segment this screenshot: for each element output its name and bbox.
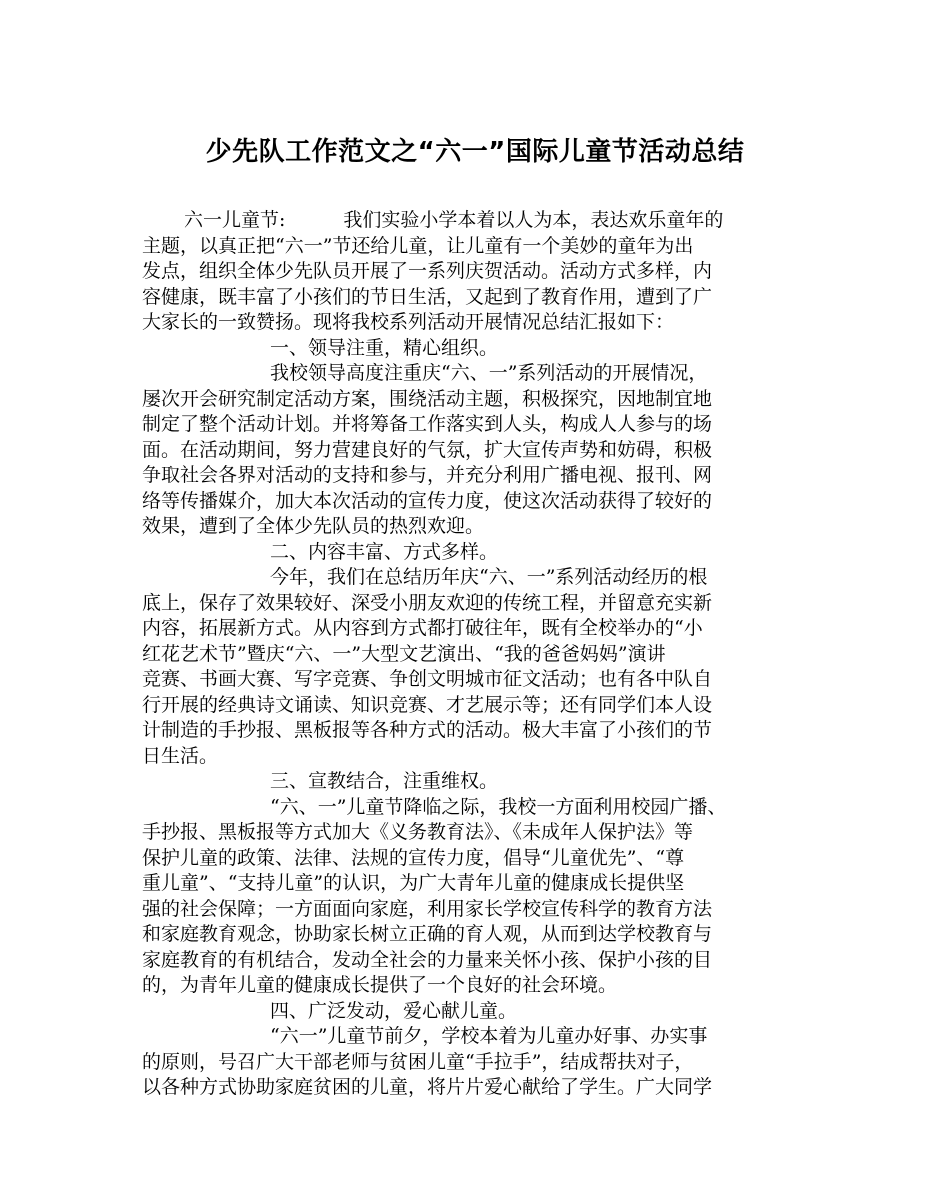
paragraph-line: 底上，保存了效果较好、深受小朋友欢迎的传统工程，并留意充实新 <box>142 591 713 614</box>
paragraph-line: 大家长的一致赞扬。现将我校系列活动开展情况总结汇报如下： <box>142 311 675 333</box>
paragraph-line: 面。在活动期间，努力营建良好的气氛，扩大宣传声势和妨碍，积极 <box>142 438 713 461</box>
paragraph-line: 保护儿童的政策、法律、法规的宣传力度，倡导“儿童优先”、“尊 <box>142 846 685 869</box>
paragraph-line: 手抄报、黑板报等方式加大《义务教育法》、《未成年人保护法》等 <box>142 821 694 843</box>
lead-label: 六一儿童节: <box>184 209 286 231</box>
paragraph-line: 争取社会各界对活动的支持和参与，并充分利用广播电视、报刊、网 <box>142 464 713 486</box>
paragraph-line: 的原则，号召广大干部老师与贫困儿童“手拉手”，结成帮扶对子， <box>142 1050 694 1073</box>
section-heading: 一、领导注重，精心组织。 <box>270 336 499 359</box>
section-heading: 四、广泛发动，爱心献儿童。 <box>270 999 518 1022</box>
paragraph-line: 络等传播媒介，加大本次活动的宣传力度，使这次活动获得了较好的 <box>142 489 713 512</box>
paragraph-line: 家庭教育的有机结合，发动全社会的力量来关怀小孩、保护小孩的目 <box>142 948 713 971</box>
paragraph-line: 竞赛、书画大赛、写字竞赛、争创文明城市征文活动；也有各中队自 <box>142 668 713 690</box>
paragraph-line: 日生活。 <box>142 744 219 767</box>
paragraph-line: 红花艺术节”暨庆“六、一”大型文艺演出、“我的爸爸妈妈”演讲 <box>142 642 666 665</box>
paragraph-line: 效果，遭到了全体少先队员的热烈欢迎。 <box>142 515 485 537</box>
paragraph-line: 屡次开会研究制定活动方案，围绕活动主题，积极探究，因地制宜地 <box>142 387 713 410</box>
paragraph-line: 我校领导高度注重庆“六、一”系列活动的开展情况， <box>270 362 708 384</box>
paragraph-line <box>142 208 832 234</box>
paragraph-line: 和家庭教育观念，协助家长树立正确的育人观，从而到达学校教育与 <box>142 923 713 945</box>
paragraph-line: 行开展的经典诗文诵读、知识竞赛、才艺展示等；还有同学们本人设 <box>142 693 713 716</box>
paragraph-line: 容健康，既丰富了小孩们的节日生活，又起到了教育作用，遭到了广 <box>142 285 713 308</box>
paragraph-line: 的，为青年儿童的健康成长提供了一个良好的社会环境。 <box>142 974 618 996</box>
paragraph-line: “六、一”儿童节降临之际，我校一方面利用校园广播、 <box>270 795 727 818</box>
lead-text: 我们实验小学本着以人为本，表达欢乐童年的 <box>343 209 724 231</box>
paragraph-line: 强的社会保障；一方面面向家庭，利用家长学校宣传科学的教育方法 <box>142 897 713 920</box>
paragraph-line: 主题，以真正把“六一”节还给儿童，让儿童有一个美妙的童年为出 <box>142 234 694 257</box>
paragraph-line: 制定了整个活动计划。并将筹备工作落实到人头，构成人人参与的场 <box>142 413 713 435</box>
paragraph-line: “六一”儿童节前夕，学校本着为儿童办好事、办实事 <box>270 1025 708 1047</box>
paragraph-line: 计制造的手抄报、黑板报等各种方式的活动。极大丰富了小孩们的节 <box>142 719 713 741</box>
paragraph-line: 重儿童”、“支持儿童”的认识，为广大青年儿童的健康成长提供坚 <box>142 872 685 894</box>
paragraph-line: 今年，我们在总结历年庆“六、一”系列活动经历的根 <box>270 566 708 588</box>
paragraph-line: 以各种方式协助家庭贫困的儿童，将片片爱心献给了学生。广大同学 <box>142 1076 713 1098</box>
document-body <box>142 208 832 1101</box>
section-heading: 二、内容丰富、方式多样。 <box>270 540 499 563</box>
section-heading: 三、宣教结合，注重维权。 <box>270 770 499 792</box>
paragraph-line: 内容，拓展新方式。从内容到方式都打破往年，既有全校举办的“小 <box>142 617 703 639</box>
document-title: 少先队工作范文之“六一”国际儿童节活动总结 <box>205 137 745 167</box>
paragraph-line: 发点，组织全体少先队员开展了一系列庆贺活动。活动方式多样，内 <box>142 260 713 282</box>
